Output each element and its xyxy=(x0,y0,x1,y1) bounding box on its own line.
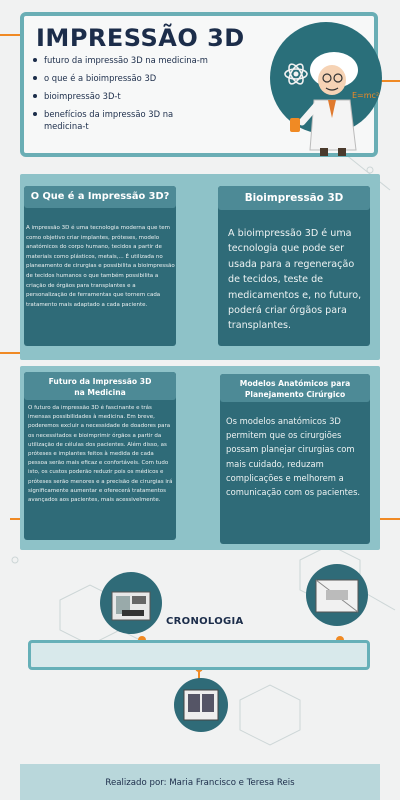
text-future: O futuro da impressão 3D é fascinante e trás imensas possibilidades à medicina. Em breve, poderemos excluir a necessidade de doadores para os necessitados e bioimprimir órgãos a partir da utilização de células dos pacientes. Além disso, as próteses e implantes feitos à medida de cada pessoa serão mais eficaz e confortáveis. Com tudo isto, os custos poderão reduzir pois os médicos e próteses serão menores e a precisão de cirurgias irá significamente aumentar e oferecerá tratamentos avançados aos pacientes, mais acessivelmente. xyxy=(28,405,173,504)
printer-photo-icon xyxy=(174,678,228,732)
agenda-item: bioimpressão 3D-t xyxy=(32,90,212,102)
timeline-label: CRONOLOGIA xyxy=(166,616,244,627)
heading-anatomical-models: Modelos Anatómicos para Planejamento Cirúrgico xyxy=(220,374,370,402)
printer-photo-icon xyxy=(306,564,368,626)
footer-credit: Realizado por: Maria Francisco e Teresa Reis xyxy=(105,778,295,788)
timeline-bar xyxy=(28,640,370,670)
agenda-item: futuro da impressão 3D na medicina-m xyxy=(32,54,212,66)
text-what-is: A impressão 3D é uma tecnologia moderna que tem como objetivo criar implantes, próteses, modelo anatómicos do corpo humano, tecidos a partir de materiais como plásticos, metais,... É utilizada no planeamento de cirurgias e possibilita a bioimpressão de tecidos humanos o que também possibilita a criação de órgãos para transplantes e a personalização de ferramentas que tornem cada tratamento mais adaptado a cada paciente. xyxy=(26,225,175,308)
scientist-icon xyxy=(268,22,388,162)
heading-bioprinting: Bioimpressão 3D xyxy=(218,186,370,210)
heading-future: Futuro da Impressão 3D na Medicina xyxy=(24,372,176,400)
connector-line xyxy=(0,352,20,354)
footer-bar xyxy=(20,764,380,800)
connector-line xyxy=(0,34,20,36)
heading-what-is: O Que é a Impressão 3D? xyxy=(24,186,176,208)
text-bioprinting: A bioimpressão 3D é uma tecnologia que pode ser usada para a regeneração de tecidos, teste de medicamentos e, no futuro, poderá criar órgãos para transplantes. xyxy=(228,228,362,332)
text-anatomical-models: Os modelos anatómicos 3D permitem que os cirurgiões possam planejar cirurgias com mais cuidado, reduzam complicações e melhorem a comunicação com os pacientes. xyxy=(226,416,361,498)
agenda-item: benefícios da impressão 3D na medicina-t xyxy=(32,108,212,132)
formula-label: E=mc² xyxy=(352,91,380,100)
agenda-list xyxy=(32,54,212,138)
agenda-item: o que é a bioimpressão 3D xyxy=(32,72,212,84)
page-title: IMPRESSÃO 3D xyxy=(36,24,245,52)
printer-photo-icon xyxy=(100,572,162,634)
